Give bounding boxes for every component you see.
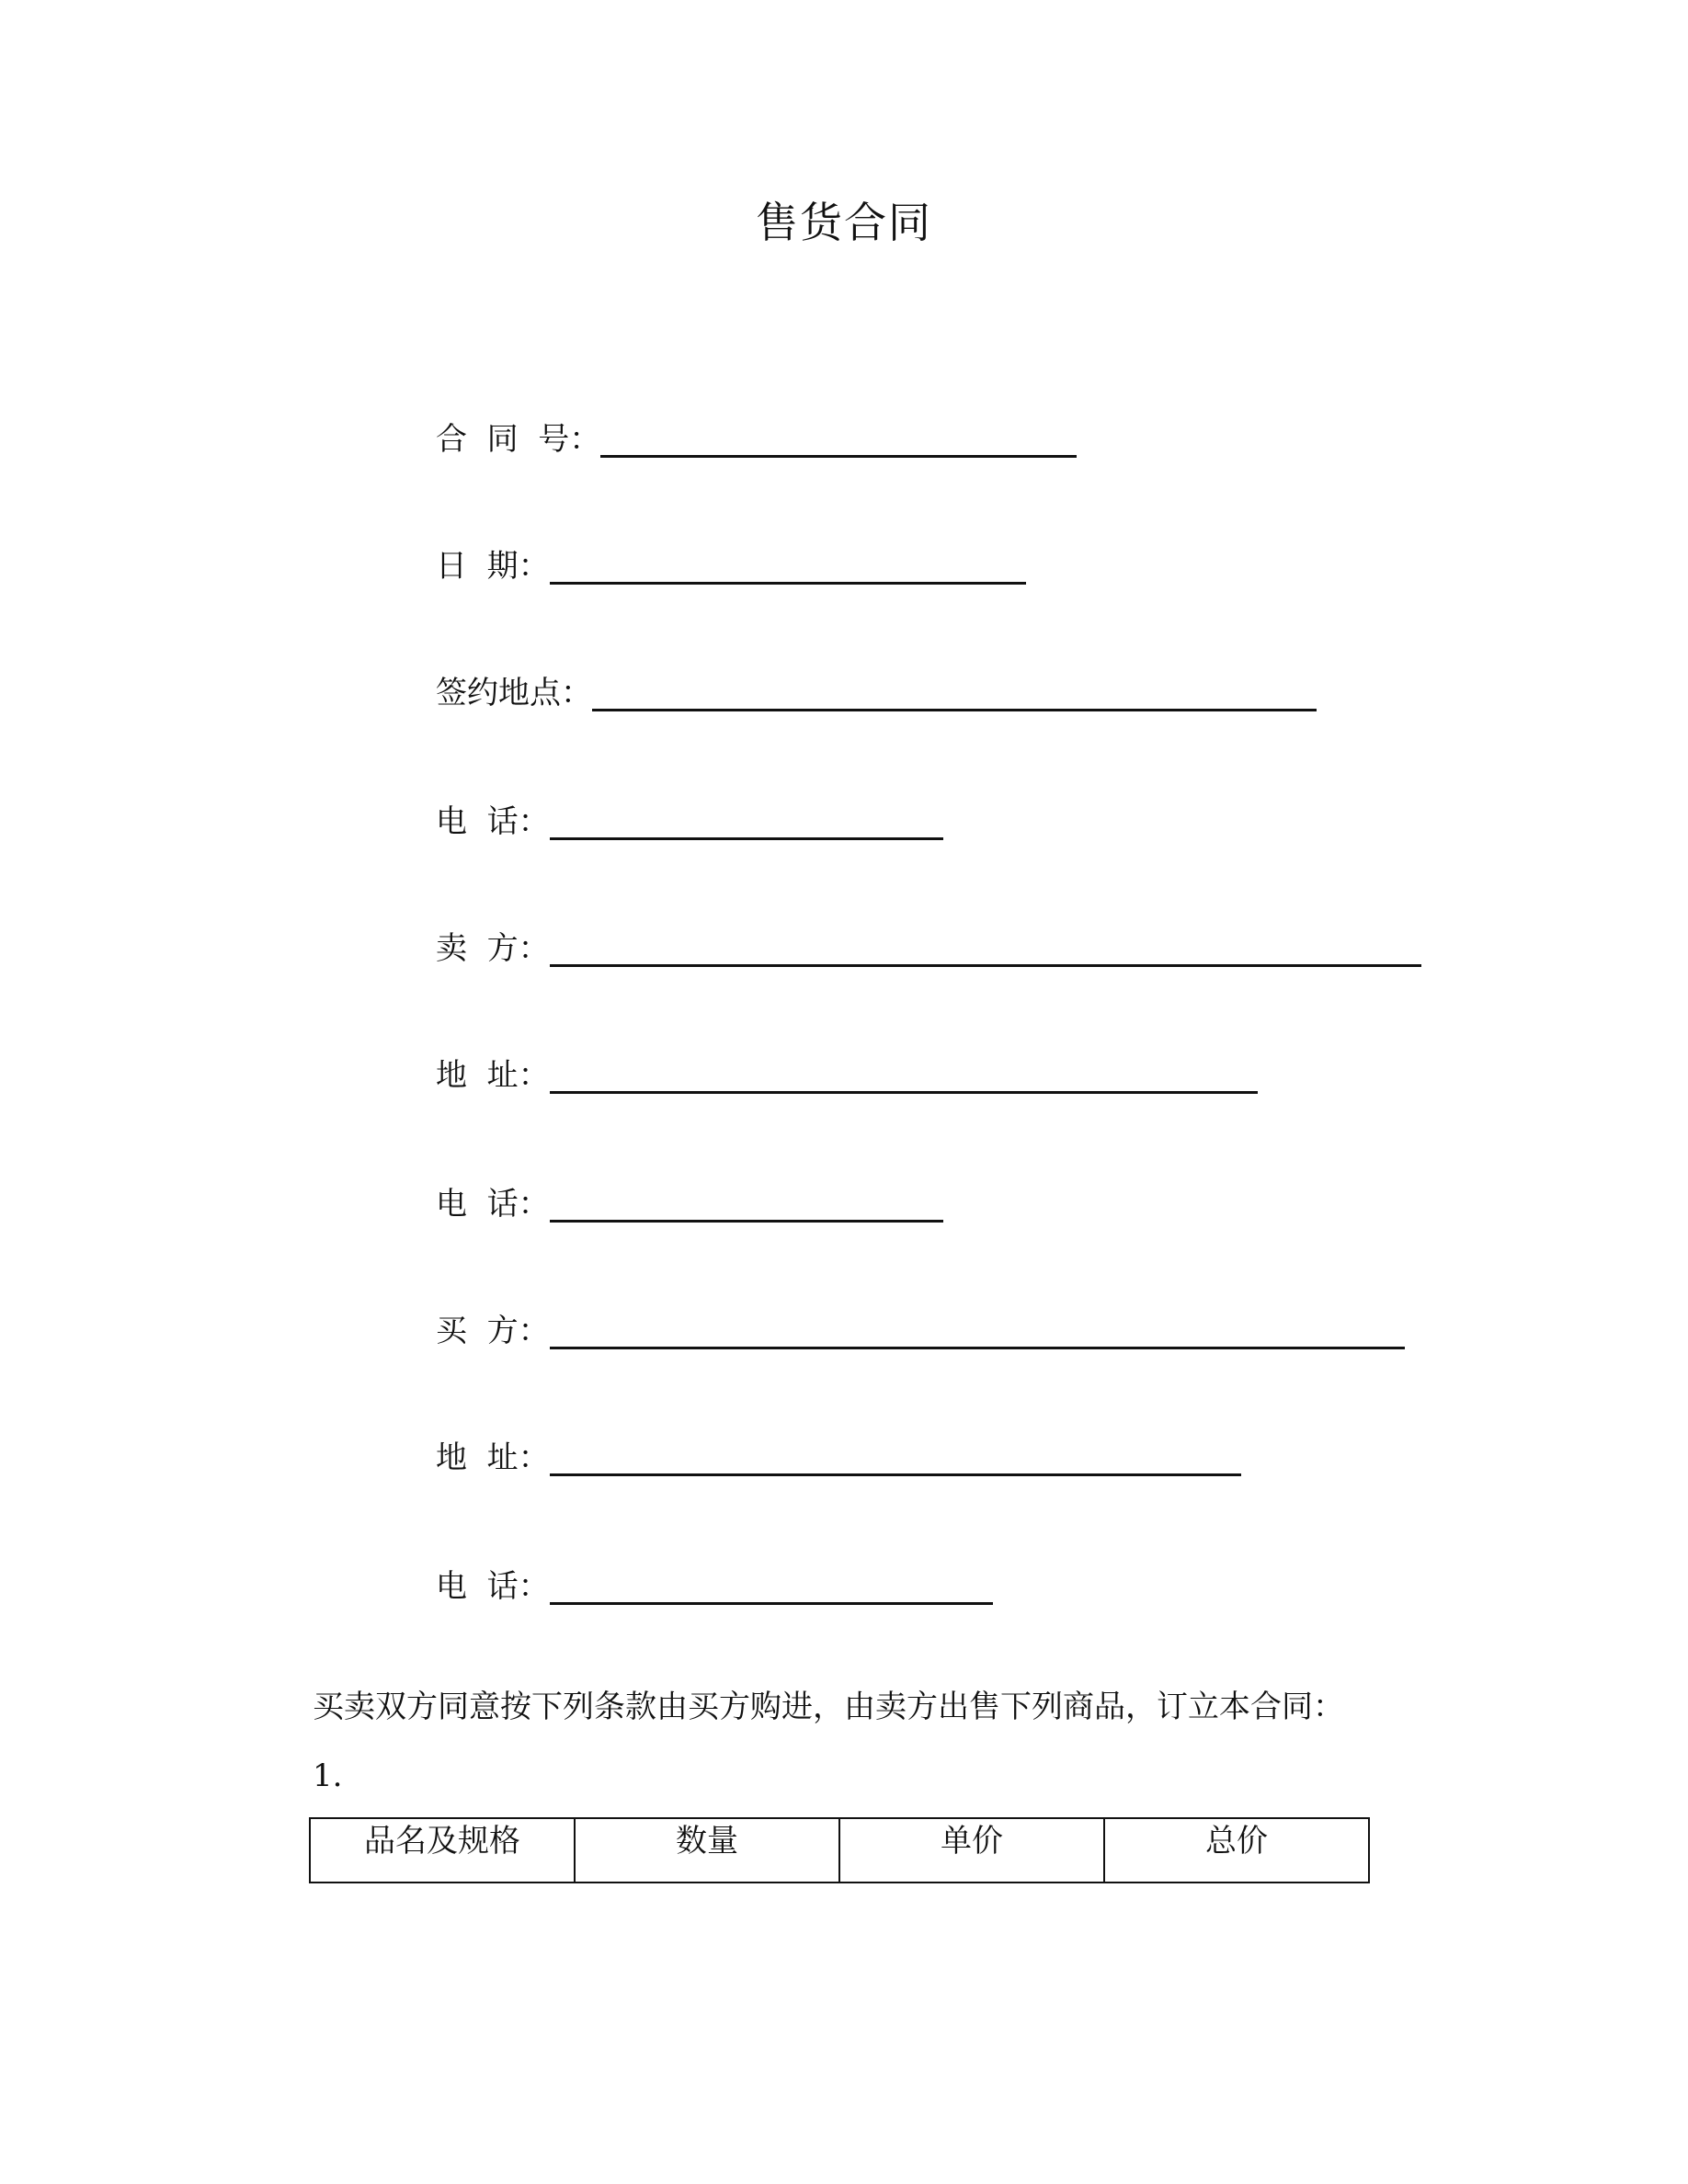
field-label-seller-address: 地 址： [436, 1057, 550, 1094]
goods-header-quantity: 数量 [575, 1818, 839, 1883]
goods-header-unit-price: 单价 [839, 1818, 1104, 1883]
goods-header-name-spec: 品名及规格 [310, 1818, 575, 1883]
field-buyer-address [436, 1423, 1241, 1478]
buyer-address-blank[interactable] [550, 1473, 1241, 1476]
field-contract-number [436, 404, 1077, 460]
field-seller [436, 914, 1421, 969]
signing-place-blank[interactable] [592, 709, 1317, 711]
contract-number-blank[interactable] [600, 455, 1077, 458]
field-label-signing-place: 签约地点： [436, 675, 592, 711]
document-title: 售货合同 [756, 198, 932, 247]
goods-header-total-price: 总价 [1104, 1818, 1369, 1883]
date-blank[interactable] [550, 582, 1026, 585]
field-label-buyer: 买 方： [436, 1313, 550, 1349]
goods-table [309, 1817, 1370, 1883]
field-label-seller: 卖 方： [436, 930, 550, 967]
field-label-phone-1: 电 话： [436, 803, 550, 840]
phone-1-blank[interactable] [550, 837, 943, 840]
field-phone-2 [436, 1169, 943, 1224]
field-seller-address [436, 1041, 1258, 1096]
field-phone-3 [436, 1552, 993, 1607]
phone-2-blank[interactable] [550, 1220, 943, 1223]
field-label-date: 日 期： [436, 548, 550, 585]
field-buyer [436, 1296, 1405, 1351]
field-label-contract-number: 合 同 号： [436, 421, 601, 458]
goods-table-header-row [310, 1818, 1369, 1883]
field-signing-place [436, 658, 1317, 713]
field-label-phone-2: 电 话： [436, 1186, 550, 1223]
field-label-phone-3: 电 话： [436, 1568, 550, 1605]
seller-address-blank[interactable] [550, 1091, 1258, 1094]
field-label-buyer-address: 地 址： [436, 1439, 550, 1476]
field-date [436, 531, 1026, 586]
phone-3-blank[interactable] [550, 1602, 993, 1605]
field-phone-1 [436, 787, 943, 842]
buyer-blank[interactable] [550, 1347, 1405, 1349]
clause-number: 1. [313, 1757, 343, 1794]
seller-blank[interactable] [550, 964, 1421, 967]
agreement-intro: 买卖双方同意按下列条款由买方购进，由卖方出售下列商品，订立本合同： [313, 1689, 1344, 1725]
